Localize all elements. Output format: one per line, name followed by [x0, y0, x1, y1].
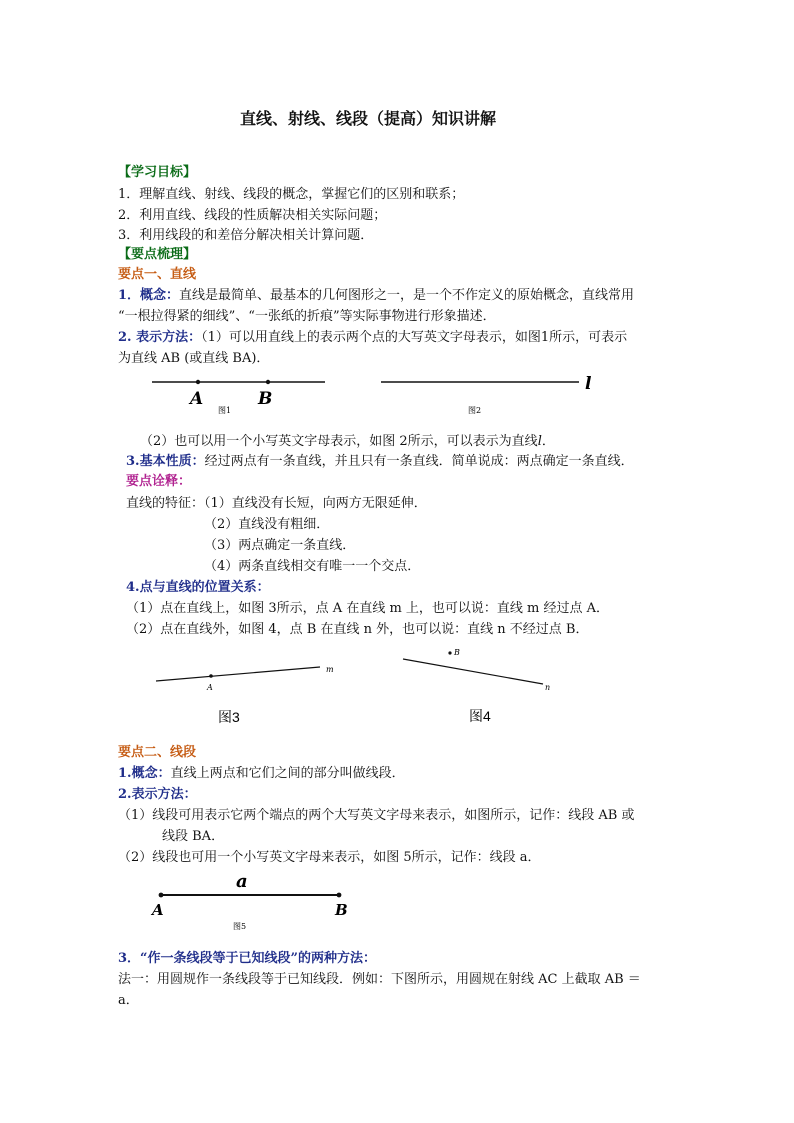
- concept-line: [118, 284, 634, 303]
- concept-label: 1．概念：: [118, 288, 180, 303]
- point1-heading: 要点一、直线: [118, 267, 197, 282]
- segment-repr-line: （1）线段可用表示它两个端点的两个大写英文字母来表示，如图所示，记作：线段 AB 或: [118, 808, 635, 823]
- goals-heading: 【学习目标】: [118, 165, 197, 180]
- figure-5-caption: 图5: [233, 922, 247, 931]
- feature-item: （2）直线没有粗细．: [204, 517, 330, 532]
- property-line: [126, 450, 634, 469]
- line-m: [156, 667, 320, 681]
- figure-4-caption: 图4: [469, 708, 491, 724]
- figure-1-caption: 图1: [218, 406, 232, 415]
- features-label: 直线的特征：: [126, 496, 205, 511]
- relation-line: （2）点在直线外，如图 4，点 B 在直线 n 外，也可以说：直线 n 不经过点 B．: [126, 622, 589, 637]
- goal-item: 2．利用直线、线段的性质解决相关实际问题；: [118, 208, 387, 223]
- page-title: 直线、射线、线段（提高）知识讲解: [240, 109, 497, 128]
- goal-item: 1．理解直线、射线、线段的概念，掌握它们的区别和联系；: [118, 187, 465, 202]
- segment-concept-label: 1.概念：: [118, 766, 171, 781]
- point-a-dot: [209, 674, 213, 678]
- figure-2: [378, 370, 603, 417]
- point-a-label: A: [207, 683, 213, 692]
- repr2-end: ．: [541, 434, 555, 449]
- figure-1: [150, 372, 335, 417]
- summary-heading: 【要点梳理】: [118, 247, 197, 262]
- features-line: [126, 492, 427, 511]
- repr-label: 2. 表示方法：: [118, 330, 202, 345]
- repr2-text: （2）也可以用一个小写英文字母表示，如图 2所示，可以表示为直线: [140, 434, 538, 449]
- line-n-label: n: [545, 683, 551, 692]
- relation-heading: 4.点与直线的位置关系：: [126, 580, 270, 595]
- point-b-dot: [337, 893, 342, 898]
- figure-4: [395, 645, 575, 730]
- point2-heading: 要点二、线段: [118, 745, 197, 760]
- point-a-label: A: [152, 901, 164, 919]
- method-heading: 3．“作一条线段等于已知线段”的两种方法：: [118, 951, 377, 966]
- point-b-dot: [448, 651, 451, 654]
- repr-line: [118, 326, 627, 345]
- point-b-label: B: [258, 389, 273, 409]
- feature-item: （1）直线没有长短，向两方无限延伸．: [204, 496, 427, 511]
- repr-text: （1）可以用直线上的表示两个点的大写英文字母表示，如图1所示，可表示: [201, 330, 628, 345]
- concept-line-2: “一根拉得紧的细线”、“一张纸的折痕”等实际事物进行形象描述．: [118, 309, 496, 324]
- line-n: [403, 659, 543, 684]
- repr2-var: l: [537, 434, 542, 449]
- concept-text: 直线是最简单、最基本的几何图形之一，是一个不作定义的原始概念，直线常用: [179, 288, 635, 303]
- goal-item: 3．利用线段的和差倍分解决相关计算问题．: [118, 228, 374, 243]
- repr-line-2: 为直线 AB (或直线 BA)．: [118, 351, 270, 366]
- figure-5: [150, 868, 360, 933]
- note-heading: 要点诠释：: [126, 474, 192, 489]
- figure-3-caption: 图3: [218, 709, 240, 725]
- segment-repr-line-2: 线段 BA．: [162, 829, 225, 844]
- point-a-label: A: [190, 389, 204, 409]
- segment-concept-text: 直线上两点和它们之间的部分叫做线段．: [170, 766, 405, 781]
- segment-repr2-line: （2）线段也可用一个小写英文字母来表示，如图 5所示，记作：线段 a．: [118, 850, 541, 865]
- feature-item: （4）两条直线相交有唯一一个交点．: [204, 559, 421, 574]
- figure-3: [150, 660, 350, 730]
- segment-repr-label: 2.表示方法：: [118, 787, 197, 802]
- point-b-dot: [266, 380, 270, 384]
- relation-line: （1）点在直线上，如图 3所示，点 A 在直线 m 上，也可以说：直线 m 经过点 A．: [126, 601, 610, 616]
- property-text: 经过两点有一条直线，并且只有一条直线．简单说成：两点确定一条直线．: [204, 454, 634, 469]
- line-l-label: l: [585, 374, 592, 394]
- method-line-2: a．: [118, 993, 139, 1008]
- segment-concept-line: [118, 762, 405, 781]
- point-b-label: B: [454, 648, 460, 657]
- point-a-dot: [159, 893, 164, 898]
- repr2-line: [140, 430, 555, 449]
- point-a-dot: [196, 380, 200, 384]
- property-label: 3.基本性质：: [126, 454, 205, 469]
- segment-a-label: a: [236, 871, 248, 892]
- figure-2-caption: 图2: [468, 406, 482, 415]
- method-line: 法一：用圆规作一条线段等于已知线段．例如：下图所示，用圆规在射线 AC 上截取 AB ＝: [118, 972, 641, 987]
- feature-item: （3）两点确定一条直线．: [204, 538, 356, 553]
- point-b-label: B: [335, 901, 348, 919]
- line-m-label: m: [326, 665, 334, 674]
